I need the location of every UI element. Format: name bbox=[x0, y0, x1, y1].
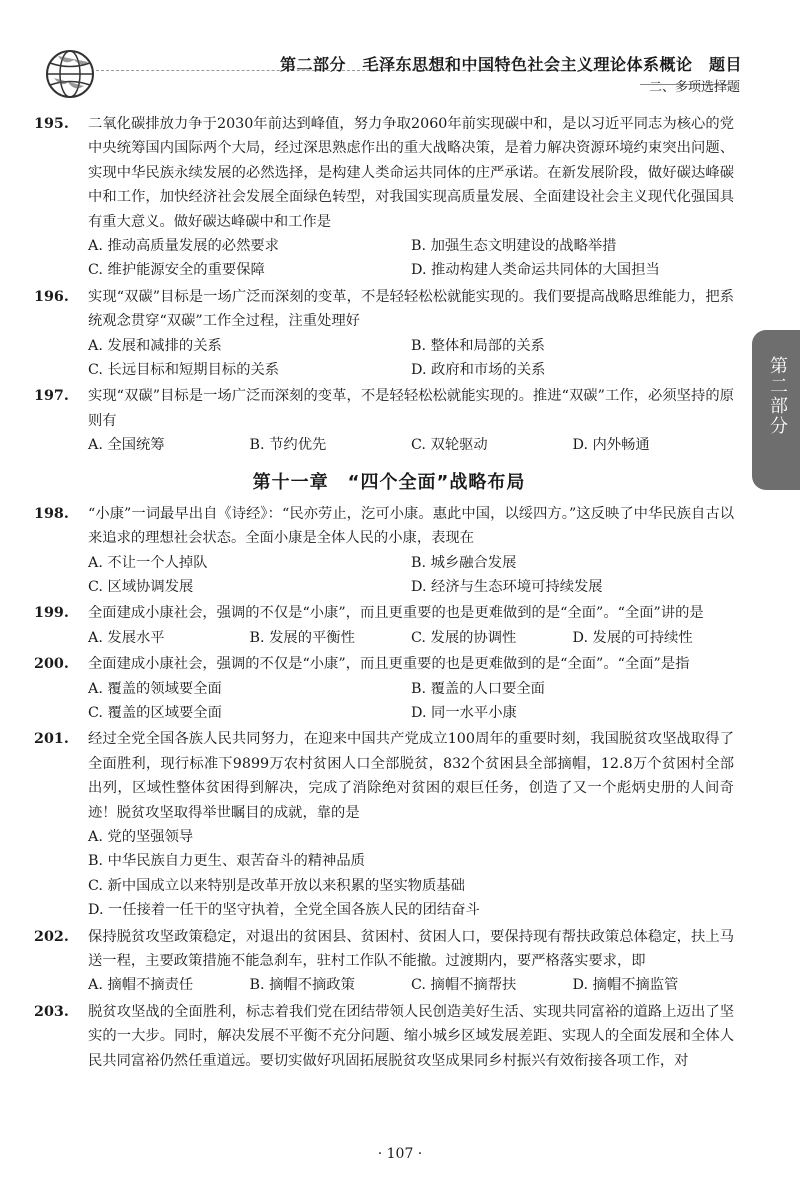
question-item bbox=[34, 285, 734, 383]
answer-option: C. 摘帽不摘帮扶 bbox=[411, 977, 517, 994]
question-item bbox=[34, 925, 734, 998]
answer-option: A. 覆盖的领域要全面 bbox=[88, 680, 222, 697]
question-number: 201. bbox=[34, 731, 69, 748]
answer-option: B. 加强生态文明建设的战略举措 bbox=[411, 238, 617, 255]
option-list bbox=[88, 433, 734, 457]
question-text: 全面建成小康社会，强调的不仅是“小康”，而且更重要的也是更难做到的是“全面”。“全面”讲的是 bbox=[88, 605, 704, 622]
question-number: 203. bbox=[34, 1003, 69, 1020]
question-text: 保持脱贫攻坚政策稳定，对退出的贫困县、贫困村、贫困人口，要保持现有帮扶政策总体稳定，扶上马送一程，主要政策措施不能急刹车，驻村工作队不能撤。过渡期内，要严格落实要求，即 bbox=[88, 928, 734, 969]
option-list bbox=[88, 626, 734, 650]
option-list bbox=[88, 973, 734, 997]
answer-option: C. 覆盖的区域要全面 bbox=[88, 704, 222, 721]
answer-option: B. 中华民族自力更生、艰苦奋斗的精神品质 bbox=[88, 853, 365, 870]
answer-option: C. 新中国成立以来特别是改革开放以来积累的坚实物质基础 bbox=[88, 877, 465, 894]
answer-option: D. 摘帽不摘监管 bbox=[572, 977, 679, 994]
answer-option: C. 长远目标和短期目标的关系 bbox=[88, 362, 280, 379]
question-text: 脱贫攻坚战的全面胜利，标志着我们党在团结带领人民创造美好生活、实现共同富裕的道路上迈出了坚实的一大步。同时，解决发展不平衡不充分问题、缩小城乡区域发展差距、实现人的全面发展和全体人民共同富裕仍然任重道远。要切实做好巩固拓展脱贫攻坚成果同乡村振兴有效衔接各项工作，对 bbox=[88, 1003, 734, 1069]
question-list bbox=[34, 112, 734, 1075]
answer-option: B. 城乡融合发展 bbox=[411, 554, 517, 571]
answer-option: D. 内外畅通 bbox=[572, 437, 650, 454]
answer-option: A. 发展水平 bbox=[88, 629, 165, 646]
answer-option: A. 不让一个人掉队 bbox=[88, 554, 208, 571]
header-subtitle: 二、多项选择题 bbox=[648, 80, 740, 95]
page-header bbox=[0, 0, 800, 100]
answer-option: C. 区域协调发展 bbox=[88, 578, 194, 595]
question-number: 202. bbox=[34, 928, 69, 945]
option-list bbox=[88, 677, 734, 726]
question-number: 196. bbox=[34, 288, 69, 305]
answer-option: C. 维护能源安全的重要保障 bbox=[88, 262, 265, 279]
option-list bbox=[88, 825, 734, 923]
question-number: 198. bbox=[34, 505, 69, 522]
answer-option: B. 发展的平衡性 bbox=[249, 629, 355, 646]
question-item bbox=[34, 112, 734, 283]
page-number: · 107 · bbox=[377, 1146, 423, 1162]
question-text: 实现“双碳”目标是一场广泛而深刻的变革，不是轻轻松松就能实现的。我们要提高战略思维能力，把系统观念贯穿“双碳”工作全过程，注重处理好 bbox=[88, 288, 734, 330]
question-text: 全面建成小康社会，强调的不仅是“小康”，而且更重要的也是更难做到的是“全面”。“全面”是指 bbox=[88, 656, 690, 673]
answer-option: C. 发展的协调性 bbox=[411, 629, 517, 646]
answer-option: A. 党的坚强领导 bbox=[88, 828, 194, 845]
question-number: 195. bbox=[34, 116, 69, 132]
question-item bbox=[34, 384, 734, 457]
section-side-tab bbox=[752, 330, 800, 490]
globe-icon bbox=[44, 48, 96, 100]
answer-option: D. 经济与生态环境可持续发展 bbox=[411, 578, 603, 595]
answer-option: D. 发展的可持续性 bbox=[572, 629, 693, 646]
question-item bbox=[34, 502, 734, 600]
answer-option: A. 全国统筹 bbox=[88, 437, 165, 454]
answer-option: A. 摘帽不摘责任 bbox=[88, 977, 194, 994]
answer-option: D. 推动构建人类命运共同体的大国担当 bbox=[411, 262, 660, 279]
question-item bbox=[34, 1000, 734, 1073]
question-text: 二氧化碳排放力争于2030年前达到峰值，努力争取2060年前实现碳中和，是以习近平同志为核心的党中央统筹国内国际两个大局，经过深思熟虑作出的重大战略决策，是着力解决资源环境约束突出问题、实现中华民族永续发展的必然选择，是构建人类命运共同体的庄严承诺。在新发展阶段，做好碳达峰碳中和工作，加快经济社会发展全面绿色转型，对我国实现高质量发展、全面建设社会主义现代化强国具有重大意义。做好碳达峰碳中和工作是 bbox=[88, 116, 734, 230]
question-item bbox=[34, 652, 734, 725]
answer-option: A. 推动高质量发展的必然要求 bbox=[88, 238, 279, 255]
answer-option: D. 一任接着一任干的坚守执着，全党全国各族人民的团结奋斗 bbox=[88, 902, 480, 919]
question-number: 197. bbox=[34, 388, 69, 405]
answer-option: B. 节约优先 bbox=[249, 437, 327, 454]
answer-option: D. 政府和市场的关系 bbox=[411, 362, 546, 379]
answer-option: D. 同一水平小康 bbox=[411, 704, 517, 721]
answer-option: B. 整体和局部的关系 bbox=[411, 337, 545, 354]
answer-option: B. 摘帽不摘政策 bbox=[249, 977, 355, 994]
question-text: “小康”一词最早出自《诗经》：“民亦劳止，汔可小康。惠此中国，以绥四方。”这反映了中华民族自古以来追求的理想社会状态。全面小康是全体人民的小康，表现在 bbox=[88, 505, 734, 547]
answer-option: C. 双轮驱动 bbox=[411, 437, 488, 454]
option-list bbox=[88, 551, 734, 600]
question-number: 199. bbox=[34, 605, 69, 622]
option-list bbox=[88, 234, 734, 283]
answer-option: B. 覆盖的人口要全面 bbox=[411, 680, 545, 697]
side-tab-label: 第二部分 bbox=[767, 356, 788, 436]
question-text: 实现“双碳”目标是一场广泛而深刻的变革，不是轻轻松松就能实现的。推进“双碳”工作，必须坚持的原则有 bbox=[88, 388, 734, 429]
question-number: 200. bbox=[34, 656, 69, 673]
question-item bbox=[34, 727, 734, 922]
header-title: 第二部分 毛泽东思想和中国特色社会主义理论体系概论 题目 bbox=[279, 55, 742, 74]
answer-option: A. 发展和减排的关系 bbox=[88, 337, 222, 354]
option-list bbox=[88, 334, 734, 383]
question-item bbox=[34, 601, 734, 650]
chapter-heading: 第十一章 “四个全面”战略布局 bbox=[252, 471, 526, 493]
question-text: 经过全党全国各族人民共同努力，在迎来中国共产党成立100周年的重要时刻，我国脱贫攻坚战取得了全面胜利，现行标准下9899万农村贫困人口全部脱贫，832个贫困县全部摘帽，12.8万个贫困村全部出列，区域性整体贫困得到解决，完成了消除绝对贫困的艰巨任务，创造了又一个彪炳史册的人间奇迹！脱贫攻坚取得举世瞩目的成就，靠的是 bbox=[88, 731, 734, 821]
